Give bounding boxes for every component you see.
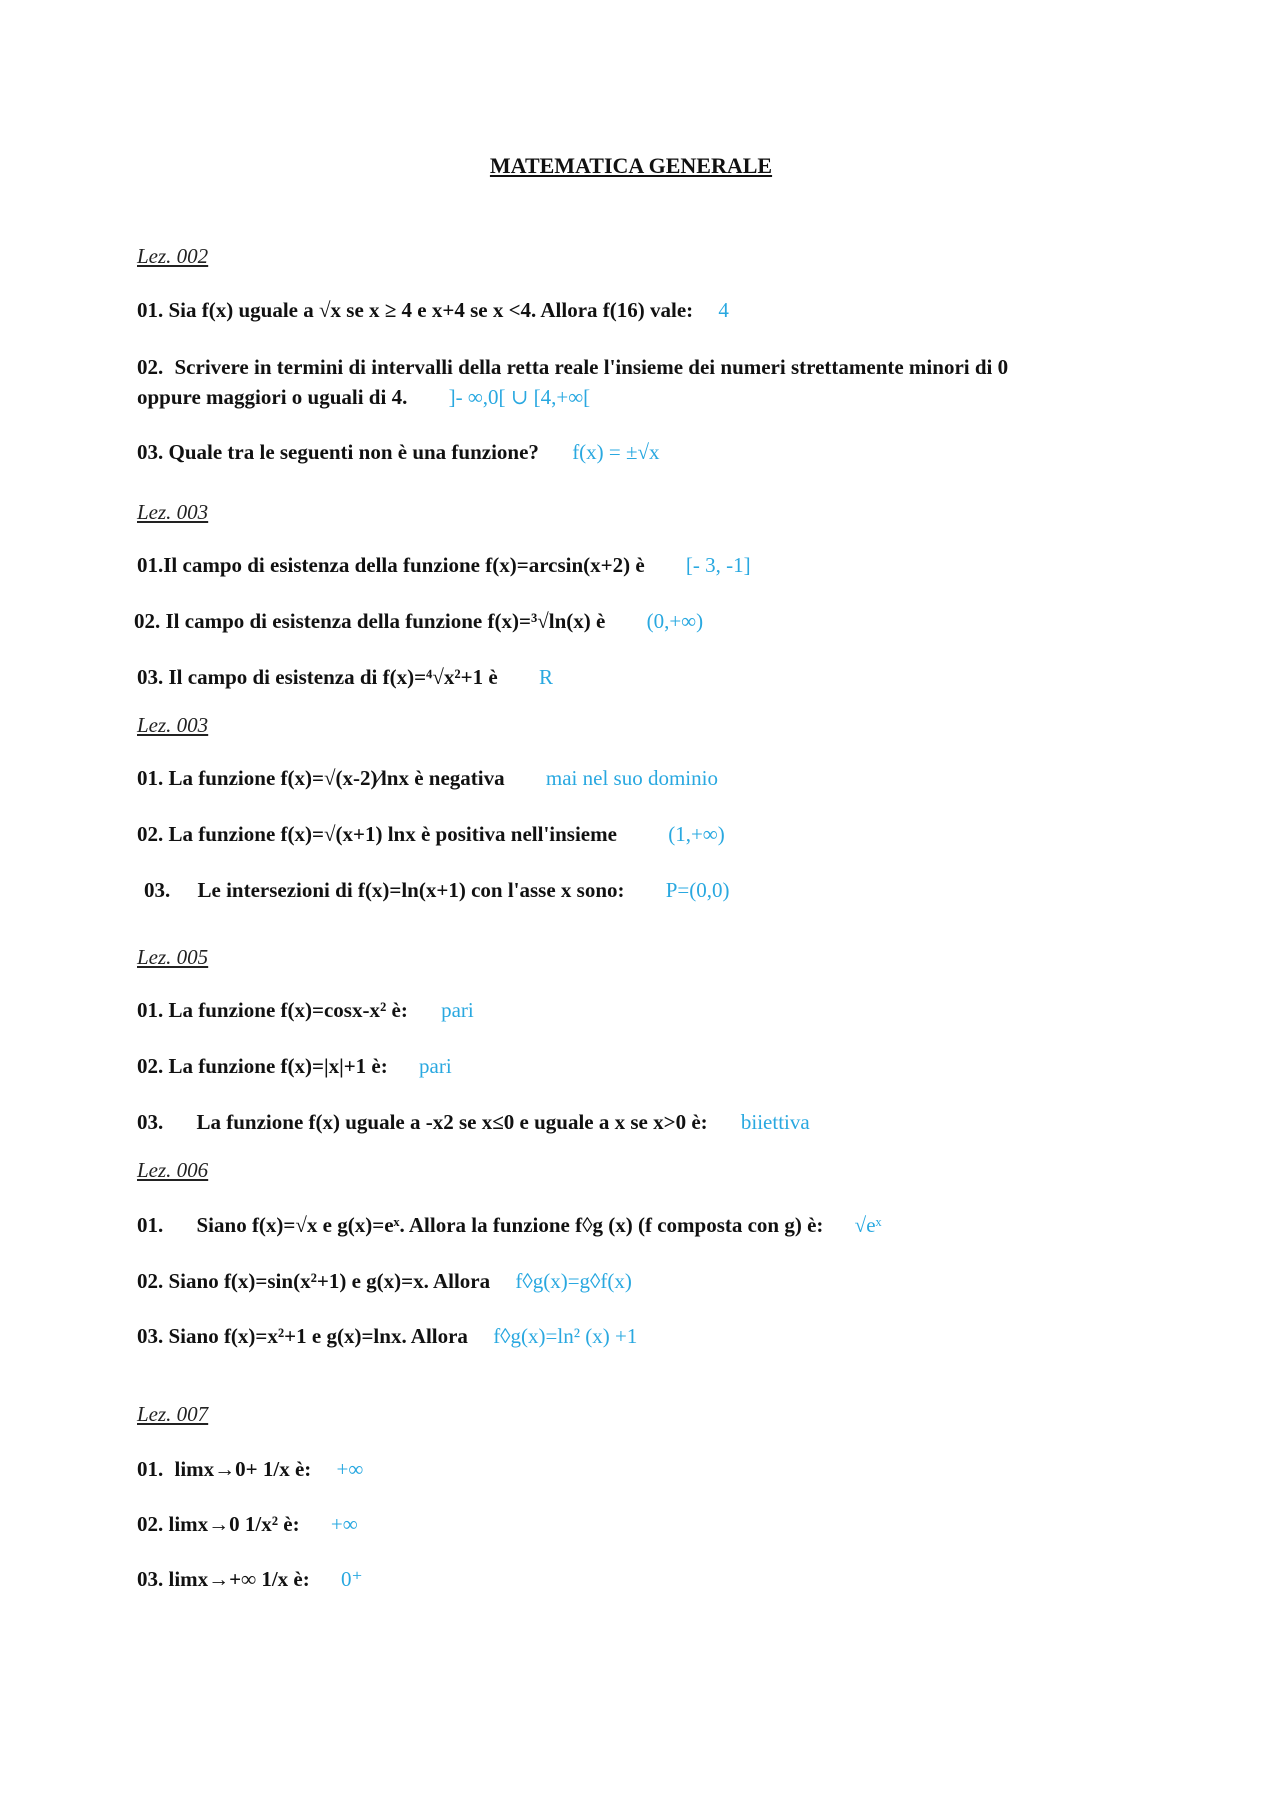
question-line	[137, 1509, 358, 1539]
question-number: 03.	[144, 878, 171, 902]
answer-text: biiettiva	[740, 1110, 810, 1134]
answer-text: [- 3, -1]	[685, 553, 751, 577]
question-line	[137, 763, 718, 793]
section-heading-lez-005: Lez. 005	[137, 945, 209, 969]
question-number: 02.	[137, 1054, 164, 1078]
answer-text: f◊g(x)=ln² (x) +1	[493, 1324, 638, 1348]
question-line	[137, 437, 660, 467]
question-line	[137, 550, 751, 580]
question-line	[137, 1321, 637, 1351]
question-line	[137, 1564, 363, 1594]
question-text: Scrivere in termini di intervalli della retta reale l'insieme dei numeri strettamente minori di 0	[174, 355, 1009, 379]
question-number: 01.	[137, 298, 164, 322]
question-text: Le intersezioni di f(x)=ln(x+1) con l'asse x sono:	[197, 878, 625, 902]
answer-text: +∞	[330, 1512, 358, 1536]
answer-text: f(x) = ±√x	[572, 440, 660, 464]
question-line	[137, 662, 553, 692]
answer-text: ]- ∞,0[ ∪ [4,+∞[	[448, 385, 591, 409]
question-number: 02.	[137, 1512, 164, 1536]
question-text: La funzione f(x)=|x|+1 è:	[168, 1054, 388, 1078]
question-line	[137, 1107, 810, 1137]
answer-text: pari	[419, 1054, 452, 1078]
question-line	[137, 1454, 363, 1484]
question-number: 01.	[137, 766, 164, 790]
question-number: 02.	[137, 822, 164, 846]
question-line	[137, 1210, 882, 1240]
answer-text: (0,+∞)	[646, 609, 704, 633]
question-text: Il campo di esistenza di f(x)=⁴√x²+1 è	[168, 665, 498, 689]
answer-text: f◊g(x)=g◊f(x)	[515, 1269, 632, 1293]
question-text: Il campo di esistenza della funzione f(x)=arcsin(x+2) è	[163, 553, 645, 577]
question-line	[137, 352, 1008, 382]
answer-text: P=(0,0)	[665, 878, 730, 902]
question-number: 01.	[137, 998, 164, 1022]
answer-text: mai nel suo dominio	[545, 766, 718, 790]
answer-text: R	[538, 665, 553, 689]
question-text: limx→+∞ 1/x è:	[168, 1567, 310, 1591]
question-number: 03.	[137, 1567, 164, 1591]
question-number: 01.	[137, 1213, 164, 1237]
question-number: 03.	[137, 1324, 164, 1348]
question-text: Quale tra le seguenti non è una funzione?	[168, 440, 539, 464]
question-text: La funzione f(x)=cosx-x² è:	[168, 998, 408, 1022]
answer-text: (1,+∞)	[668, 822, 725, 846]
question-text: La funzione f(x)=√(x-2)⁄lnx è negativa	[168, 766, 505, 790]
question-number: 01.	[137, 553, 164, 577]
question-text: Siano f(x)=sin(x²+1) e g(x)=x. Allora	[168, 1269, 491, 1293]
question-number: 03.	[137, 1110, 164, 1134]
answer-text: +∞	[336, 1457, 364, 1481]
question-number: 03.	[137, 665, 164, 689]
question-number: 02.	[137, 1269, 164, 1293]
question-text: Siano f(x)=x²+1 e g(x)=lnx. Allora	[168, 1324, 468, 1348]
question-text: Sia f(x) uguale a √x se x ≥ 4 e x+4 se x <4. Allora f(16) vale:	[168, 298, 694, 322]
question-text: limx→0+ 1/x è:	[174, 1457, 312, 1481]
section-heading-lez-002: Lez. 002	[137, 244, 209, 268]
question-text: Siano f(x)=√x e g(x)=eˣ. Allora la funzione f◊g (x) (f composta con g) è:	[196, 1213, 824, 1237]
question-text: limx→0 1/x² è:	[168, 1512, 300, 1536]
section-heading-lez-003: Lez. 003	[137, 500, 209, 524]
answer-text: 0⁺	[341, 1567, 363, 1591]
question-line	[137, 1266, 632, 1296]
question-text: La funzione f(x) uguale a -x2 se x≤0 e uguale a x se x>0 è:	[196, 1110, 708, 1134]
page-title: MATEMATICA GENERALE	[489, 153, 773, 178]
answer-text: √eˣ	[854, 1213, 882, 1237]
question-number: 02.	[137, 355, 164, 379]
answer-text: 4	[718, 298, 729, 322]
question-line	[134, 606, 703, 636]
question-line	[137, 995, 474, 1025]
question-line	[137, 1051, 452, 1081]
question-line-continued	[137, 382, 590, 412]
question-line	[144, 875, 730, 905]
answer-text: pari	[441, 998, 474, 1022]
question-text: La funzione f(x)=√(x+1) lnx è positiva nell'insieme	[168, 822, 617, 846]
question-number: 01.	[137, 1457, 164, 1481]
section-heading-lez-006: Lez. 006	[137, 1158, 209, 1182]
question-text: Il campo di esistenza della funzione f(x)=³√ln(x) è	[165, 609, 606, 633]
question-line	[137, 295, 729, 325]
section-heading-lez-003-b: Lez. 003	[137, 713, 209, 737]
question-number: 03.	[137, 440, 164, 464]
question-number: 02.	[134, 609, 161, 633]
question-line	[137, 819, 725, 849]
question-text-continued: oppure maggiori o uguali di 4.	[137, 385, 408, 409]
section-heading-lez-007: Lez. 007	[137, 1402, 209, 1426]
